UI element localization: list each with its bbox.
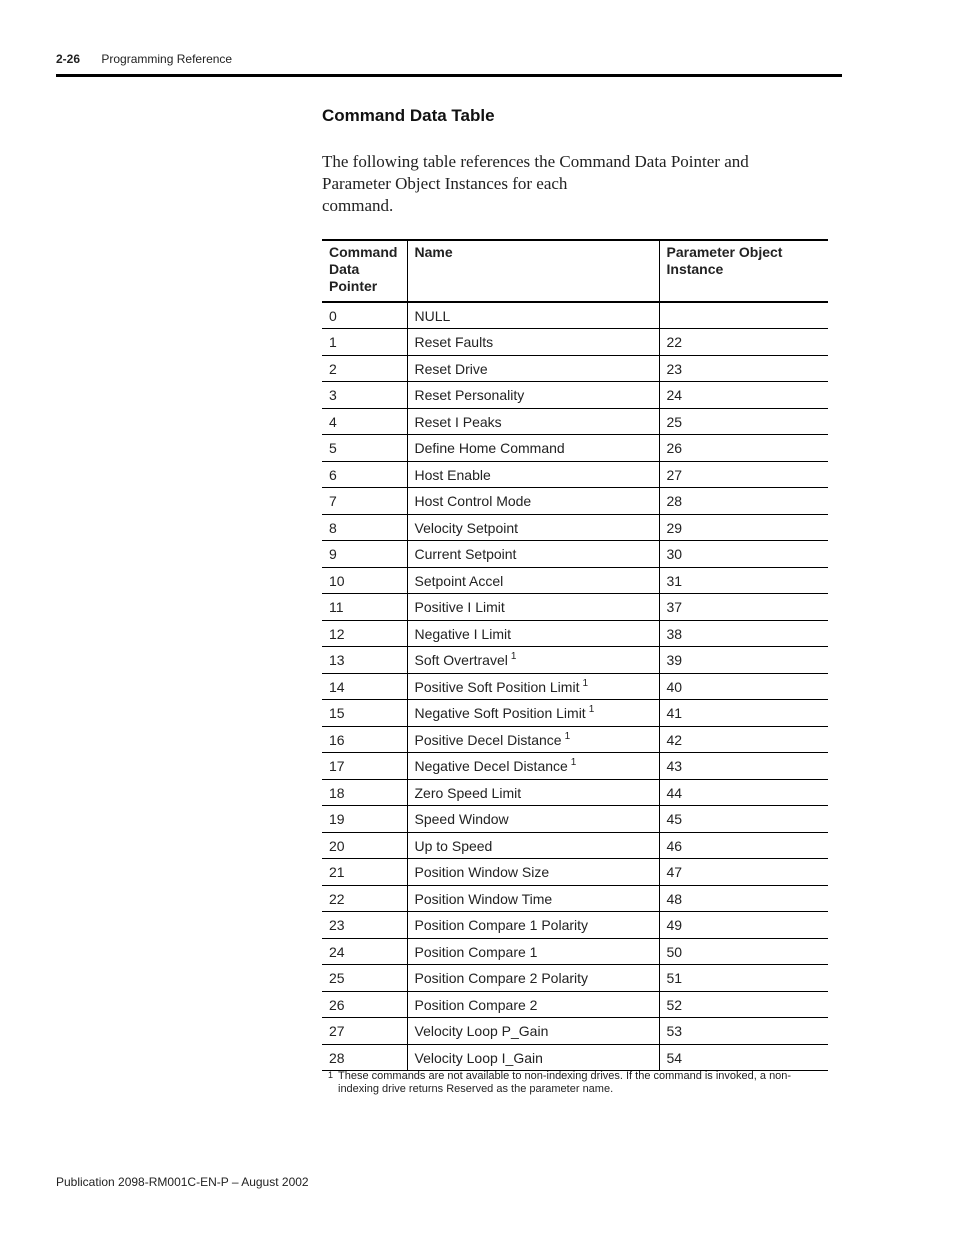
cell-pointer: 0 <box>329 308 337 324</box>
table-row <box>322 355 828 382</box>
table-row <box>322 541 828 568</box>
footnote-reference: 1 <box>564 730 571 742</box>
cell-instance: 28 <box>659 488 828 515</box>
command-name: Setpoint Accel <box>414 572 504 589</box>
cell-name <box>407 355 659 382</box>
cell-pointer: 17 <box>329 758 345 774</box>
cell-name <box>407 991 659 1018</box>
command-name: Zero Speed Limit <box>414 784 522 801</box>
command-name: Position Window Size <box>414 864 550 880</box>
cell-pointer: 1 <box>329 334 337 350</box>
cell-pointer: 20 <box>329 837 345 854</box>
command-name: Velocity Setpoint <box>414 519 519 536</box>
command-name: Reset Personality <box>414 387 525 403</box>
command-name: Positive I Limit <box>414 599 505 615</box>
header-command-data-pointer <box>322 240 407 302</box>
table-row <box>322 700 828 727</box>
cell-instance: 25 <box>659 408 828 435</box>
running-header <box>56 52 232 66</box>
table-row <box>322 567 828 594</box>
cell-pointer: 10 <box>329 572 345 589</box>
table-row <box>322 302 828 329</box>
table-header-row <box>322 240 828 302</box>
cell-pointer: 11 <box>329 599 344 615</box>
cell-name <box>407 938 659 965</box>
cell-name <box>407 726 659 753</box>
cell-instance: 26 <box>659 435 828 462</box>
intro-paragraph <box>322 151 802 217</box>
command-name: Speed Window <box>414 811 509 827</box>
cell-name <box>407 329 659 356</box>
table-row <box>322 938 828 965</box>
command-name: Negative I Limit <box>414 625 511 642</box>
cell-instance: 29 <box>659 514 828 541</box>
cell-name <box>407 779 659 806</box>
cell-instance: 23 <box>659 355 828 382</box>
command-name: Position Compare 1 Polarity <box>414 917 589 933</box>
cell-instance: 24 <box>659 382 828 409</box>
command-name: Define Home Command <box>414 440 565 456</box>
cell-pointer: 22 <box>329 890 345 907</box>
footnote-reference: 1 <box>510 651 517 662</box>
cell-instance: 51 <box>659 965 828 992</box>
cell-pointer: 4 <box>329 413 337 430</box>
cell-instance: 48 <box>659 885 828 912</box>
table-row <box>322 965 828 992</box>
cell-instance: 37 <box>659 594 828 621</box>
command-name: Reset I Peaks <box>414 413 502 430</box>
header-parameter-object-instance <box>659 240 828 302</box>
cell-name <box>407 302 659 329</box>
cell-pointer: 14 <box>329 678 345 695</box>
cell-name <box>407 647 659 674</box>
cell-pointer: 8 <box>329 519 337 536</box>
cell-pointer: 13 <box>329 652 345 668</box>
footnote-reference: 1 <box>582 677 589 689</box>
cell-instance: 49 <box>659 912 828 939</box>
cell-name <box>407 488 659 515</box>
table-row <box>322 779 828 806</box>
publication-footer: Publication 2098-RM001C-EN-P – August 2002 <box>56 1175 309 1189</box>
header-line: Instance <box>666 261 724 277</box>
cell-instance: 40 <box>659 673 828 700</box>
cell-pointer: 21 <box>329 864 345 880</box>
cell-instance: 31 <box>659 567 828 594</box>
table-row <box>322 912 828 939</box>
cell-name <box>407 567 659 594</box>
cell-pointer: 6 <box>329 466 337 483</box>
page-number: 2-26 <box>56 52 81 66</box>
header-line: Parameter Object <box>666 244 783 260</box>
cell-name <box>407 620 659 647</box>
cell-pointer: 23 <box>329 917 345 933</box>
command-name: Position Compare 2 Polarity <box>414 970 589 986</box>
intro-line: Parameter Object Instances for each <box>322 174 568 193</box>
table-row <box>322 620 828 647</box>
command-name: Host Enable <box>414 466 491 483</box>
cell-name <box>407 514 659 541</box>
cell-name <box>407 1044 659 1071</box>
cell-instance: 42 <box>659 726 828 753</box>
header-line: Pointer <box>329 278 378 294</box>
command-name: Velocity Loop I_Gain <box>414 1049 543 1066</box>
cell-pointer: 19 <box>329 811 345 827</box>
cell-name <box>407 912 659 939</box>
table-row <box>322 859 828 886</box>
table-row <box>322 726 828 753</box>
command-name: Velocity Loop P_Gain <box>414 1023 549 1039</box>
cell-name <box>407 885 659 912</box>
cell-pointer: 24 <box>329 943 345 960</box>
table-row <box>322 832 828 859</box>
header-line: Data <box>329 261 360 277</box>
cell-name <box>407 435 659 462</box>
cell-instance: 39 <box>659 647 828 674</box>
table-row <box>322 488 828 515</box>
table-row <box>322 673 828 700</box>
cell-pointer: 18 <box>329 784 345 801</box>
cell-instance <box>659 302 828 329</box>
command-name: NULL <box>414 308 451 324</box>
cell-instance: 30 <box>659 541 828 568</box>
cell-pointer: 9 <box>329 546 337 562</box>
cell-name <box>407 461 659 488</box>
cell-pointer: 2 <box>329 360 337 377</box>
table-row <box>322 329 828 356</box>
table-row <box>322 408 828 435</box>
table-row <box>322 382 828 409</box>
cell-pointer: 3 <box>329 387 337 403</box>
table-row <box>322 753 828 780</box>
cell-instance: 46 <box>659 832 828 859</box>
cell-instance: 41 <box>659 700 828 727</box>
table-row <box>322 885 828 912</box>
table-row <box>322 806 828 833</box>
cell-instance: 43 <box>659 753 828 780</box>
cell-instance: 44 <box>659 779 828 806</box>
command-name: Reset Drive <box>414 360 488 377</box>
footnote-text: These commands are not available to non-indexing drives. If the command is invoked, a non-indexing drive returns Reserved as the parameter name. <box>338 1070 792 1095</box>
table-row <box>322 435 828 462</box>
cell-name <box>407 594 659 621</box>
cell-name <box>407 700 659 727</box>
table-row <box>322 1018 828 1045</box>
cell-instance: 27 <box>659 461 828 488</box>
command-name: Positive Soft Position Limit <box>414 678 580 695</box>
cell-instance: 45 <box>659 806 828 833</box>
command-name: Position Compare 1 <box>414 943 538 960</box>
command-name: Soft Overtravel <box>414 652 508 668</box>
cell-name <box>407 832 659 859</box>
header-name <box>407 240 659 302</box>
command-data-table <box>322 239 828 1071</box>
intro-line: command. <box>322 196 394 215</box>
footnote-reference: 1 <box>588 704 595 715</box>
command-name: Host Control Mode <box>414 493 532 509</box>
cell-pointer: 16 <box>329 731 345 748</box>
cell-pointer: 27 <box>329 1023 345 1039</box>
cell-instance: 50 <box>659 938 828 965</box>
table-row <box>322 594 828 621</box>
footnote-mark: 1 <box>328 1070 334 1080</box>
cell-name <box>407 1018 659 1045</box>
table-row <box>322 461 828 488</box>
cell-pointer: 28 <box>329 1049 345 1066</box>
command-name: Up to Speed <box>414 837 493 854</box>
command-name: Position Window Time <box>414 890 553 907</box>
cell-instance: 54 <box>659 1044 828 1071</box>
header-rule <box>56 74 842 77</box>
cell-instance: 52 <box>659 991 828 1018</box>
table-row <box>322 991 828 1018</box>
cell-instance: 47 <box>659 859 828 886</box>
cell-name <box>407 859 659 886</box>
header-line: Name <box>414 244 453 260</box>
cell-name <box>407 673 659 700</box>
cell-instance: 53 <box>659 1018 828 1045</box>
table-row <box>322 1044 828 1071</box>
cell-name <box>407 408 659 435</box>
command-name: Reset Faults <box>414 334 494 350</box>
table-body <box>322 302 828 1071</box>
footnote <box>328 1070 828 1096</box>
command-name: Negative Soft Position Limit <box>414 705 586 721</box>
cell-name <box>407 965 659 992</box>
cell-pointer: 26 <box>329 996 345 1013</box>
command-name: Positive Decel Distance <box>414 731 562 748</box>
cell-pointer: 25 <box>329 970 345 986</box>
header-line: Command <box>329 244 398 260</box>
intro-line: The following table references the Command Data Pointer and <box>322 152 749 171</box>
cell-instance: 38 <box>659 620 828 647</box>
cell-name <box>407 753 659 780</box>
table-row <box>322 514 828 541</box>
command-name: Current Setpoint <box>414 546 517 562</box>
footnote-reference: 1 <box>570 757 577 768</box>
cell-pointer: 7 <box>329 493 337 509</box>
cell-name <box>407 541 659 568</box>
cell-pointer: 15 <box>329 705 345 721</box>
cell-pointer: 12 <box>329 625 345 642</box>
cell-name <box>407 382 659 409</box>
cell-instance: 22 <box>659 329 828 356</box>
cell-name <box>407 806 659 833</box>
section-title: Command Data Table <box>322 106 495 125</box>
section-name: Programming Reference <box>101 52 233 66</box>
cell-pointer: 5 <box>329 440 337 456</box>
command-name: Position Compare 2 <box>414 996 538 1013</box>
command-name: Negative Decel Distance <box>414 758 568 774</box>
table-row <box>322 647 828 674</box>
